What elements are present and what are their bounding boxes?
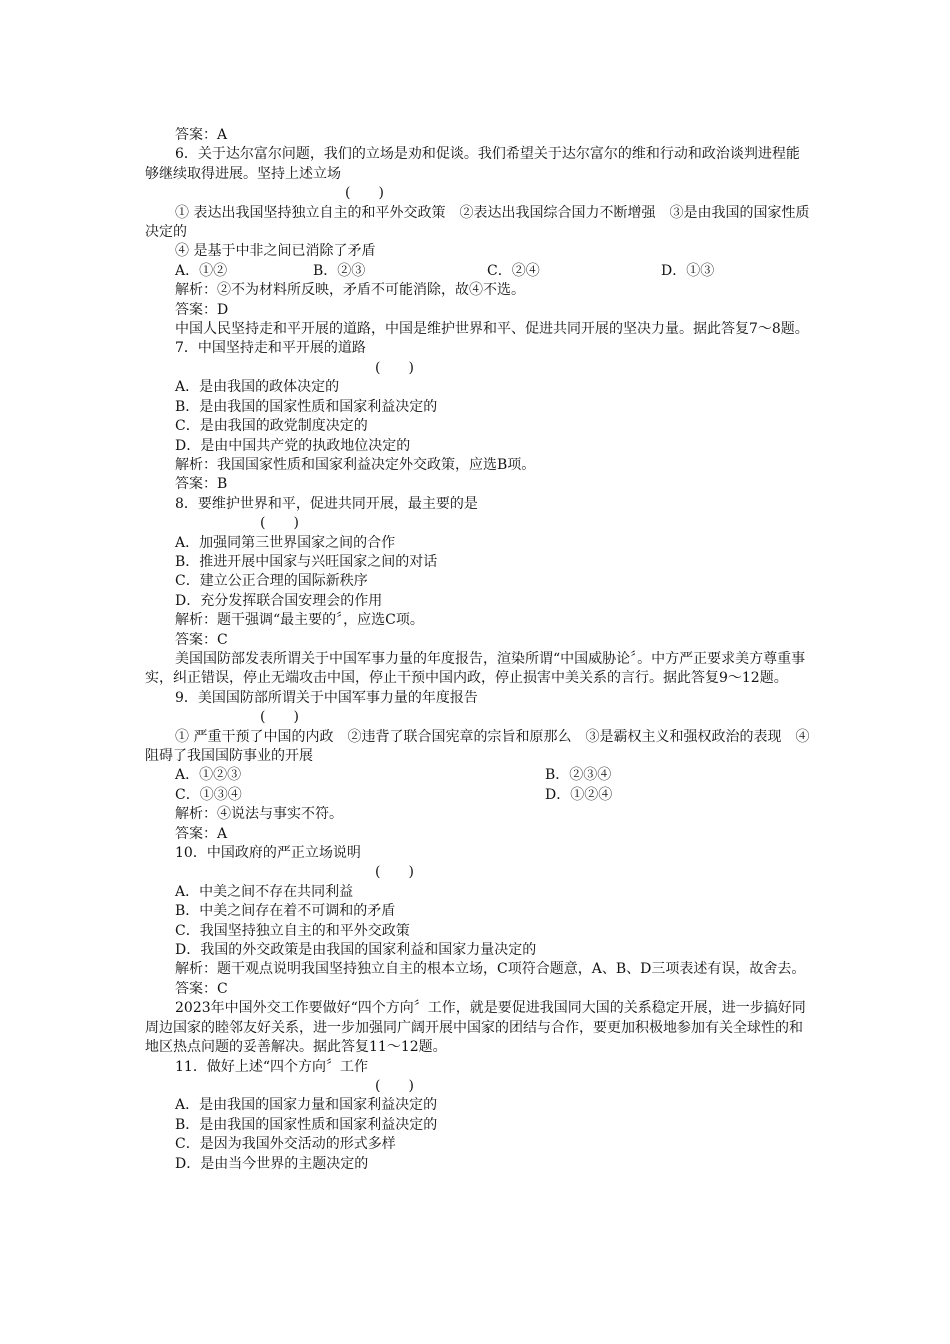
question-7-analysis: 解析：我国国家性质和国家利益决定外交政策，应选B项。 (175, 456, 536, 473)
option-b: B．②③ (313, 262, 366, 279)
question-9-analysis: 解析：④说法与事实不符。 (175, 806, 343, 823)
option-c: C．②④ (487, 262, 540, 279)
question-7-paren: ( ) (375, 359, 414, 376)
material-9-12: 美国国防部发表所谓关于中国军事力量的年度报告，渲染所谓“中国威胁论〞。中方严正要求美方尊重事实，纠正错误，停止无端攻击中国，停止干预中国内政，停止损害中美关系的言行。据此答复9～12题。 (145, 650, 806, 687)
question-8: 8．要维护世界和平，促进共同开展，最主要的是 (175, 495, 478, 512)
question-9-options-row-1 (145, 766, 813, 785)
question-9-options-row-2 (145, 786, 813, 805)
option-b: B．推进开展中国家与兴旺国家之间的对话 (175, 553, 438, 570)
material-11-12: 2023年中国外交工作要做好“四个方向〞工作，就是要促进我国同大国的关系稳定开展，进一步搞好同周边国家的睦邻友好关系，进一步加强同广阔开展中国家的团结与合作，要更加积极地参加有关全球性的和地区热点问题的妥善解决。据此答复11～12题。 (145, 1000, 806, 1056)
answer-5: 答案：A (175, 127, 228, 143)
option-a: A．加强同第三世界国家之间的合作 (175, 534, 396, 551)
option-b: B．②③④ (545, 767, 612, 784)
option-d: D．①②④ (545, 786, 613, 803)
question-9-answer: 答案：A (175, 825, 228, 842)
option-b: B．是由我国的国家性质和国家利益决定的 (175, 1116, 438, 1133)
option-a: A．中美之间不存在共同利益 (175, 883, 354, 900)
question-8-paren: ( ) (260, 515, 299, 532)
question-10-answer: 答案：C (175, 980, 228, 997)
option-c: C．我国坚持独立自主的和平外交政策 (175, 922, 410, 939)
question-6-statement-4: ④ 是基于中非之间已消除了矛盾 (175, 243, 376, 260)
option-c: C．建立公正合理的国际新秩序 (175, 573, 368, 590)
option-a: A．是由我国的政体决定的 (175, 379, 340, 396)
question-8-analysis: 解析：题干强调“最主要的〞，应选C项。 (175, 612, 424, 629)
question-6-paren: ( ) (345, 185, 384, 202)
question-6: 6．关于达尔富尔问题，我们的立场是劝和促谈。我们希望关于达尔富尔的维和行动和政治谈判进程能够继续取得进展。坚持上述立场 (145, 146, 800, 182)
question-6-analysis: 解析：②不为材料所反映，矛盾不可能消除，故④不选。 (175, 282, 525, 299)
question-10-analysis: 解析：题干观点说明我国坚持独立自主的根本立场，C项符合题意，A、B、D三项表述有误，故舍去。 (175, 961, 806, 978)
option-c: C．是因为我国外交活动的形式多样 (175, 1136, 396, 1153)
option-d: D．充分发挥联合国安理会的作用 (175, 592, 383, 609)
question-11: 11．做好上述“四个方向〞工作 (175, 1058, 368, 1075)
question-8-answer: 答案：C (175, 631, 228, 648)
option-b: B．中美之间存在着不可调和的矛盾 (175, 903, 396, 920)
option-a: A．①② (175, 262, 228, 279)
question-9: 9．美国国防部所谓关于中国军事力量的年度报告 (175, 689, 478, 706)
question-10-paren: ( ) (375, 864, 414, 881)
question-10: 10．中国政府的严正立场说明 (175, 845, 361, 862)
question-6-options (145, 262, 813, 281)
question-6-answer: 答案：D (175, 301, 229, 318)
option-d: D．是由当今世界的主题决定的 (175, 1155, 369, 1172)
option-a: A．①②③ (175, 767, 242, 784)
option-c: C．是由我国的政党制度决定的 (175, 418, 368, 435)
question-9-paren: ( ) (260, 709, 299, 726)
document-page (145, 126, 813, 1174)
option-a: A．是由我国的国家力量和国家利益决定的 (175, 1097, 438, 1114)
option-d: D．我国的外交政策是由我国的国家利益和国家力量决定的 (175, 942, 537, 959)
option-d: D．是由中国共产党的执政地位决定的 (175, 437, 411, 454)
question-7: 7．中国坚持走和平开展的道路 (175, 340, 366, 357)
option-c: C．①③④ (175, 786, 242, 803)
material-7-8: 中国人民坚持走和平开展的道路，中国是维护世界和平、促进共同开展的坚决力量。据此答复7～8题。 (175, 321, 809, 338)
option-b: B．是由我国的国家性质和国家利益决定的 (175, 398, 438, 415)
question-11-paren: ( ) (375, 1077, 414, 1094)
question-6-statements: ① 表达出我国坚持独立自主的和平外交政策 ②表达出我国综合国力不断增强 ③是由我国的国家性质决定的 (145, 204, 810, 241)
question-7-answer: 答案：B (175, 476, 228, 493)
option-d: D．①③ (661, 262, 715, 279)
question-9-statements: ① 严重干预了中国的内政 ②违背了联合国宪章的宗旨和原那么 ③是霸权主义和强权政治的表现 ④阻碍了我国国防事业的开展 (145, 728, 810, 764)
